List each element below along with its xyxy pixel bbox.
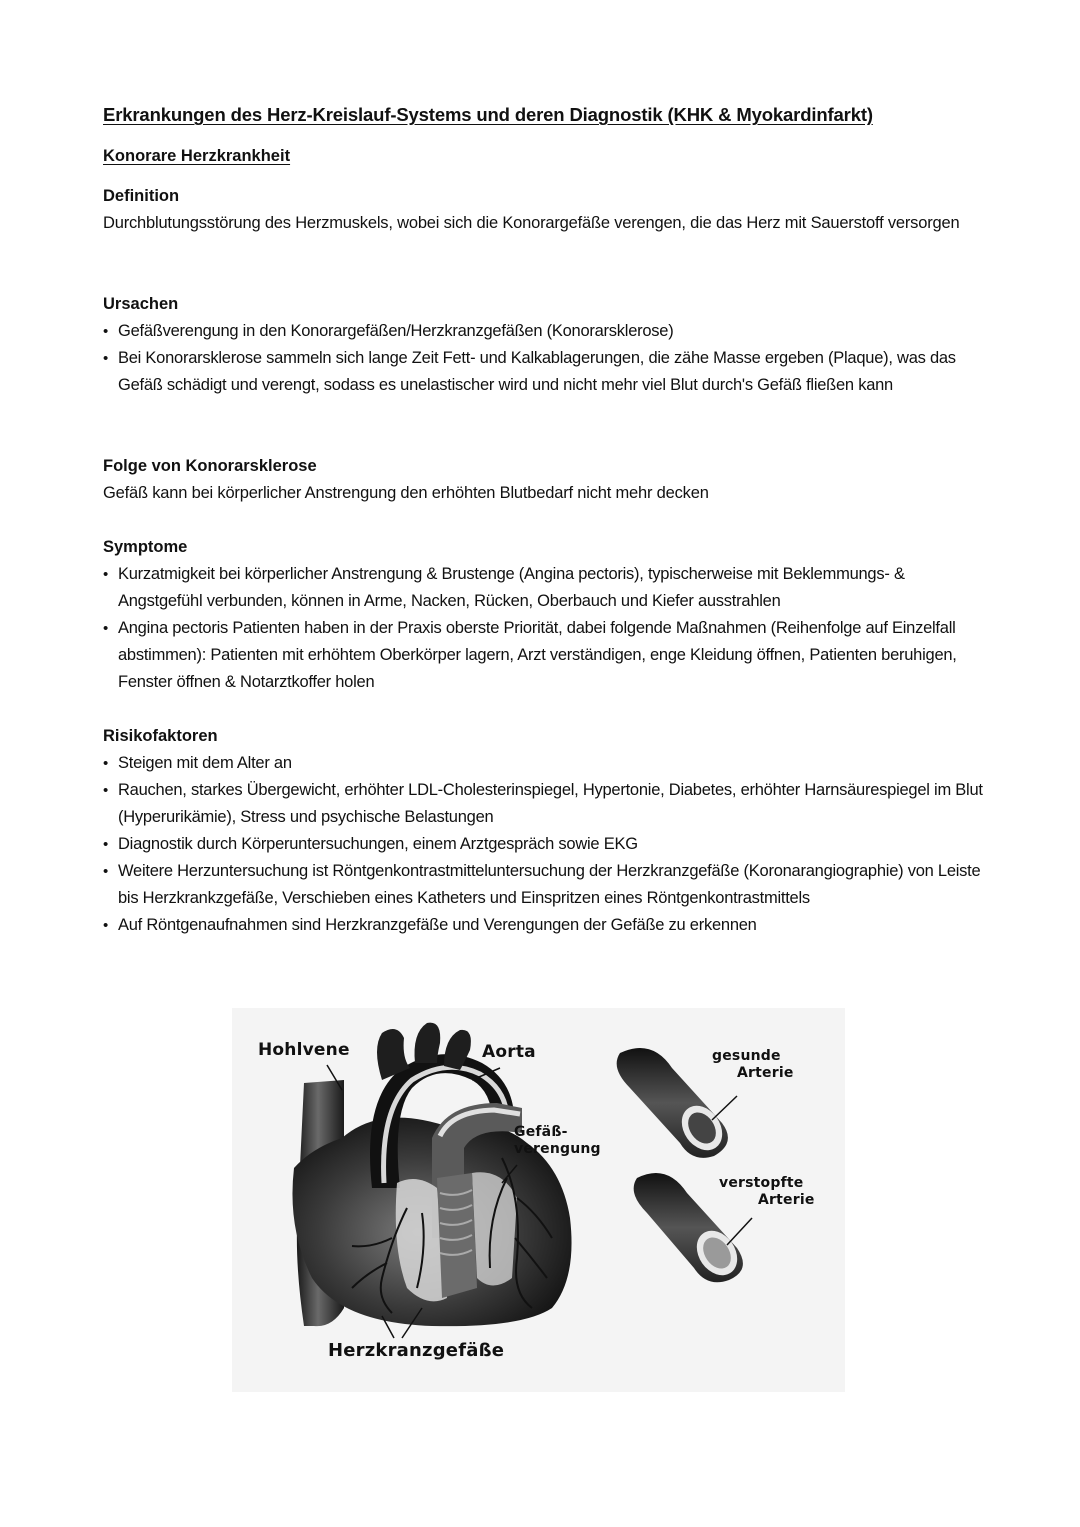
- list-item: [103, 615, 975, 696]
- bullet-icon: •: [103, 836, 109, 853]
- list-item: [103, 750, 988, 777]
- bullet-icon: •: [103, 620, 109, 637]
- bullet-icon: •: [103, 863, 109, 880]
- label-herzkranzgefaesse: Herzkranzgefäße: [328, 1340, 505, 1361]
- section-folge: [103, 453, 1003, 507]
- list-item-text: Kurzatmigkeit bei körperlicher Anstrengung & Brustenge (Angina pectoris), typischerweise mit Beklemmungs- & Angstgefühl verbunden, können in Arme, Nacken, Rücken, Oberbauch und Kiefer ausstrahlen: [118, 565, 905, 610]
- label-hohlvene: Hohlvene: [258, 1040, 350, 1060]
- bullet-icon: •: [103, 323, 109, 340]
- definition-text: Durchblutungsstörung des Herzmuskels, wobei sich die Konorargefäße verengen, die das Herz mit Sauerstoff versorgen: [103, 214, 960, 232]
- ursachen-list: [103, 318, 973, 399]
- list-item-text: Bei Konorarsklerose sammeln sich lange Zeit Fett- und Kalkablagerungen, die zähe Masse ergeben (Plaque), was das Gefäß schädigt und verengt, sodass es unelastischer wird und nicht mehr viel Blut durch's Gefäß fließen kann: [118, 349, 956, 394]
- heart-illustration: [232, 1008, 845, 1392]
- list-item-text: Gefäßverengung in den Konorargefäßen/Herzkranzgefäßen (Konorarsklerose): [118, 322, 674, 340]
- bullet-icon: •: [103, 755, 109, 772]
- section-heading-risikofaktoren: Risikofaktoren: [103, 727, 218, 745]
- bullet-icon: •: [103, 566, 109, 583]
- list-item-text: Auf Röntgenaufnahmen sind Herzkranzgefäße und Verengungen der Gefäße zu erkennen: [118, 916, 757, 934]
- list-item: [103, 561, 975, 615]
- list-item: [103, 345, 973, 399]
- label-gefaessverengung-line1: Gefäß-: [514, 1124, 568, 1140]
- list-item: [103, 912, 988, 939]
- list-item: [103, 858, 988, 912]
- section-heading-symptome: Symptome: [103, 538, 188, 556]
- list-item: [103, 318, 973, 345]
- section-ursachen: [103, 291, 1003, 399]
- bullet-icon: •: [103, 917, 109, 934]
- list-item-text: Diagnostik durch Körperuntersuchungen, einem Arztgespräch sowie EKG: [118, 835, 638, 853]
- section-symptome: [103, 534, 1003, 696]
- label-gesunde-line2: Arterie: [737, 1065, 794, 1081]
- label-aorta: Aorta: [482, 1042, 536, 1062]
- label-verstopfte-line1: verstopfte: [719, 1175, 804, 1191]
- list-item-text: Rauchen, starkes Übergewicht, erhöhter LDL-Cholesterinspiegel, Hypertonie, Diabetes, erhöhter Harnsäurespiegel im Blut (Hyperurikämie), Stress und psychische Belastungen: [118, 781, 983, 826]
- list-item-text: Steigen mit dem Alter an: [118, 754, 292, 772]
- section-heading-definition: Definition: [103, 187, 180, 205]
- document-subtitle: Konorare Herzkrankheit: [103, 147, 291, 165]
- section-heading-ursachen: Ursachen: [103, 295, 179, 313]
- list-item: [103, 777, 988, 831]
- document-page: [103, 100, 1003, 934]
- section-heading-folge: Folge von Konorarsklerose: [103, 457, 317, 475]
- label-gefaessverengung-line2: verengung: [514, 1141, 601, 1157]
- symptome-list: [103, 561, 975, 696]
- healthy-artery-shape: [617, 1048, 737, 1158]
- list-item-text: Angina pectoris Patienten haben in der Praxis oberste Priorität, dabei folgende Maßnahmen (Reihenfolge auf Einzelfall abstimmen): Patienten mit erhöhtem Oberkörper lagern, Arzt verständigen, enge Kleidung öffnen, Patienten beruhigen, Fenster öffnen & Notarztkoffer holen: [118, 619, 957, 691]
- risikofaktoren-list: [103, 750, 988, 939]
- folge-text: Gefäß kann bei körperlicher Anstrengung den erhöhten Blutbedarf nicht mehr decken: [103, 484, 709, 502]
- label-gesunde-line1: gesunde: [712, 1048, 781, 1064]
- document-title: Erkrankungen des Herz-Kreislauf-Systems und deren Diagnostik (KHK & Myokardinfarkt): [103, 104, 873, 125]
- label-verstopfte-line2: Arterie: [758, 1192, 815, 1208]
- list-item: [103, 831, 988, 858]
- bullet-icon: •: [103, 782, 109, 799]
- bullet-icon: •: [103, 350, 109, 367]
- section-definition: [103, 183, 1003, 237]
- list-item-text: Weitere Herzuntersuchung ist Röntgenkontrastmitteluntersuchung der Herzkranzgefäße (Koronarangiographie) von Leiste bis Herzkrankzgefäße, Verschieben eines Katheters und Einspritzen eines Röntgenkontrastmittels: [118, 862, 981, 907]
- section-risikofaktoren: [103, 723, 1003, 939]
